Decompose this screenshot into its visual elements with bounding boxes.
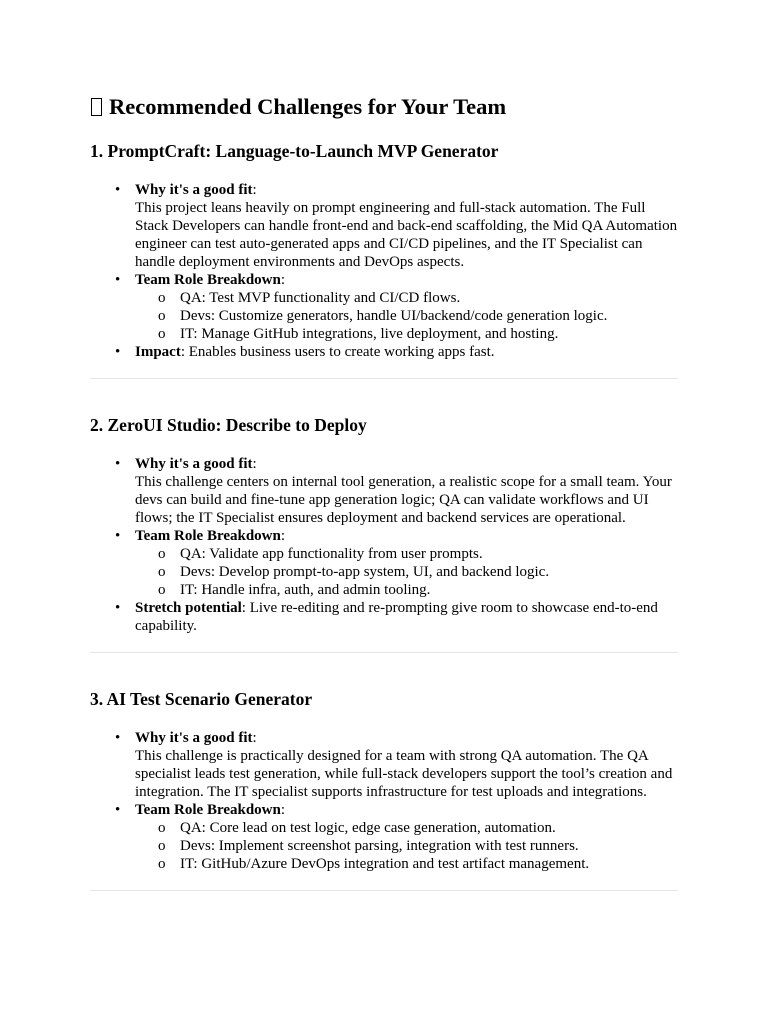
role-item: o IT: GitHub/Azure DevOps integration and test artifact management. (180, 855, 678, 873)
stretch-potential-item: • Stretch potential: Live re-editing and re-prompting give room to showcase end-to-end capability. (135, 599, 678, 635)
why-fit-text: This challenge centers on internal tool generation, a realistic scope for a small team. Your devs can build and fine-tune app generation logic; QA can validate workflows and UI flows; the IT Specialist ensures deployment and backend services are operational. (135, 474, 672, 526)
why-fit-item: • Why it's a good fit: This challenge is practically designed for a team with strong QA automation. The QA specialist leads test generation, while full-stack developers support the tool’s creation and integration. The IT specialist supports infrastructure for test uploads and integrations. (135, 729, 678, 801)
stretch-potential-label: Stretch potential (135, 600, 242, 616)
section-divider (90, 378, 678, 379)
section-heading: 2. ZeroUI Studio: Describe to Deploy (90, 415, 367, 435)
role-item: o QA: Core lead on test logic, edge case generation, automation. (180, 819, 678, 837)
bullet-list (90, 729, 678, 873)
bullet-list (90, 455, 678, 635)
role-item: o IT: Handle infra, auth, and admin tooling. (180, 581, 678, 599)
role-item: o IT: Manage GitHub integrations, live deployment, and hosting. (180, 325, 678, 343)
impact-text: Enables business users to create working apps fast. (188, 344, 495, 360)
role-breakdown-label: Team Role Breakdown (135, 802, 281, 818)
why-fit-item: • Why it's a good fit: This project leans heavily on prompt engineering and full-stack automation. The Full Stack Developers can handle front-end and back-end scaffolding, the Mid QA Automation engineer can test auto-generated apps and CI/CD pipelines, and the IT Specialist can handle deployment environments and DevOps aspects. (135, 181, 678, 271)
role-item: o QA: Validate app functionality from user prompts. (180, 545, 678, 563)
section-divider (90, 652, 678, 653)
role-item: o Devs: Develop prompt-to-app system, UI, and backend logic. (180, 563, 678, 581)
page-title-text: Recommended Challenges for Your Team (109, 94, 507, 119)
missing-glyph-icon (91, 98, 102, 116)
why-fit-label: Why it's a good fit (135, 182, 253, 198)
bullet-list (90, 181, 678, 361)
role-breakdown-item: • Team Role Breakdown: o QA: Validate app functionality from user prompts. o Devs: Develop prompt-to-app system, UI, and backend logic. o IT: Handle infra, auth, and admin tooling. (135, 527, 678, 599)
section-heading: 3. AI Test Scenario Generator (90, 689, 313, 709)
section-heading: 1. PromptCraft: Language-to-Launch MVP Generator (90, 141, 499, 161)
impact-label: Impact (135, 344, 181, 360)
role-breakdown-label: Team Role Breakdown (135, 528, 281, 544)
why-fit-item: • Why it's a good fit: This challenge centers on internal tool generation, a realistic scope for a small team. Your devs can build and fine-tune app generation logic; QA can validate workflows and UI flows; the IT Specialist ensures deployment and backend services are operational. (135, 455, 678, 527)
role-breakdown-item: • Team Role Breakdown: o QA: Test MVP functionality and CI/CD flows. o Devs: Customize generators, handle UI/backend/code generation logic. o IT: Manage GitHub integrations, live deployment, and hosting. (135, 271, 678, 343)
role-item: o Devs: Implement screenshot parsing, integration with test runners. (180, 837, 678, 855)
stretch-potential-text: Live re-editing and re-prompting give room to showcase end-to-end capability. (135, 600, 658, 634)
challenge-section-2 (90, 413, 678, 653)
challenge-section-1 (90, 139, 678, 379)
role-item: o QA: Test MVP functionality and CI/CD flows. (180, 289, 678, 307)
role-breakdown-item: • Team Role Breakdown: o QA: Core lead on test logic, edge case generation, automation. o Devs: Implement screenshot parsing, integration with test runners. o IT: GitHub/Azure DevOps integration and test artifact management. (135, 801, 678, 873)
why-fit-label: Why it's a good fit (135, 730, 253, 746)
why-fit-text: This project leans heavily on prompt engineering and full-stack automation. The Full Stack Developers can handle front-end and back-end scaffolding, the Mid QA Automation engineer can test auto-generated apps and CI/CD pipelines, and the IT Specialist can handle deployment environments and DevOps aspects. (135, 200, 678, 270)
challenge-section-3 (90, 687, 678, 891)
section-divider (90, 890, 678, 891)
why-fit-label: Why it's a good fit (135, 456, 253, 472)
role-breakdown-label: Team Role Breakdown (135, 272, 281, 288)
page-title (90, 92, 678, 122)
impact-item: • Impact: Enables business users to create working apps fast. (135, 343, 678, 361)
role-list (135, 545, 678, 599)
role-list (135, 289, 678, 343)
why-fit-text: This challenge is practically designed for a team with strong QA automation. The QA specialist leads test generation, while full-stack developers support the tool’s creation and integration. The IT specialist supports infrastructure for test uploads and integrations. (135, 748, 673, 800)
role-item: o Devs: Customize generators, handle UI/backend/code generation logic. (180, 307, 678, 325)
role-list (135, 819, 678, 873)
